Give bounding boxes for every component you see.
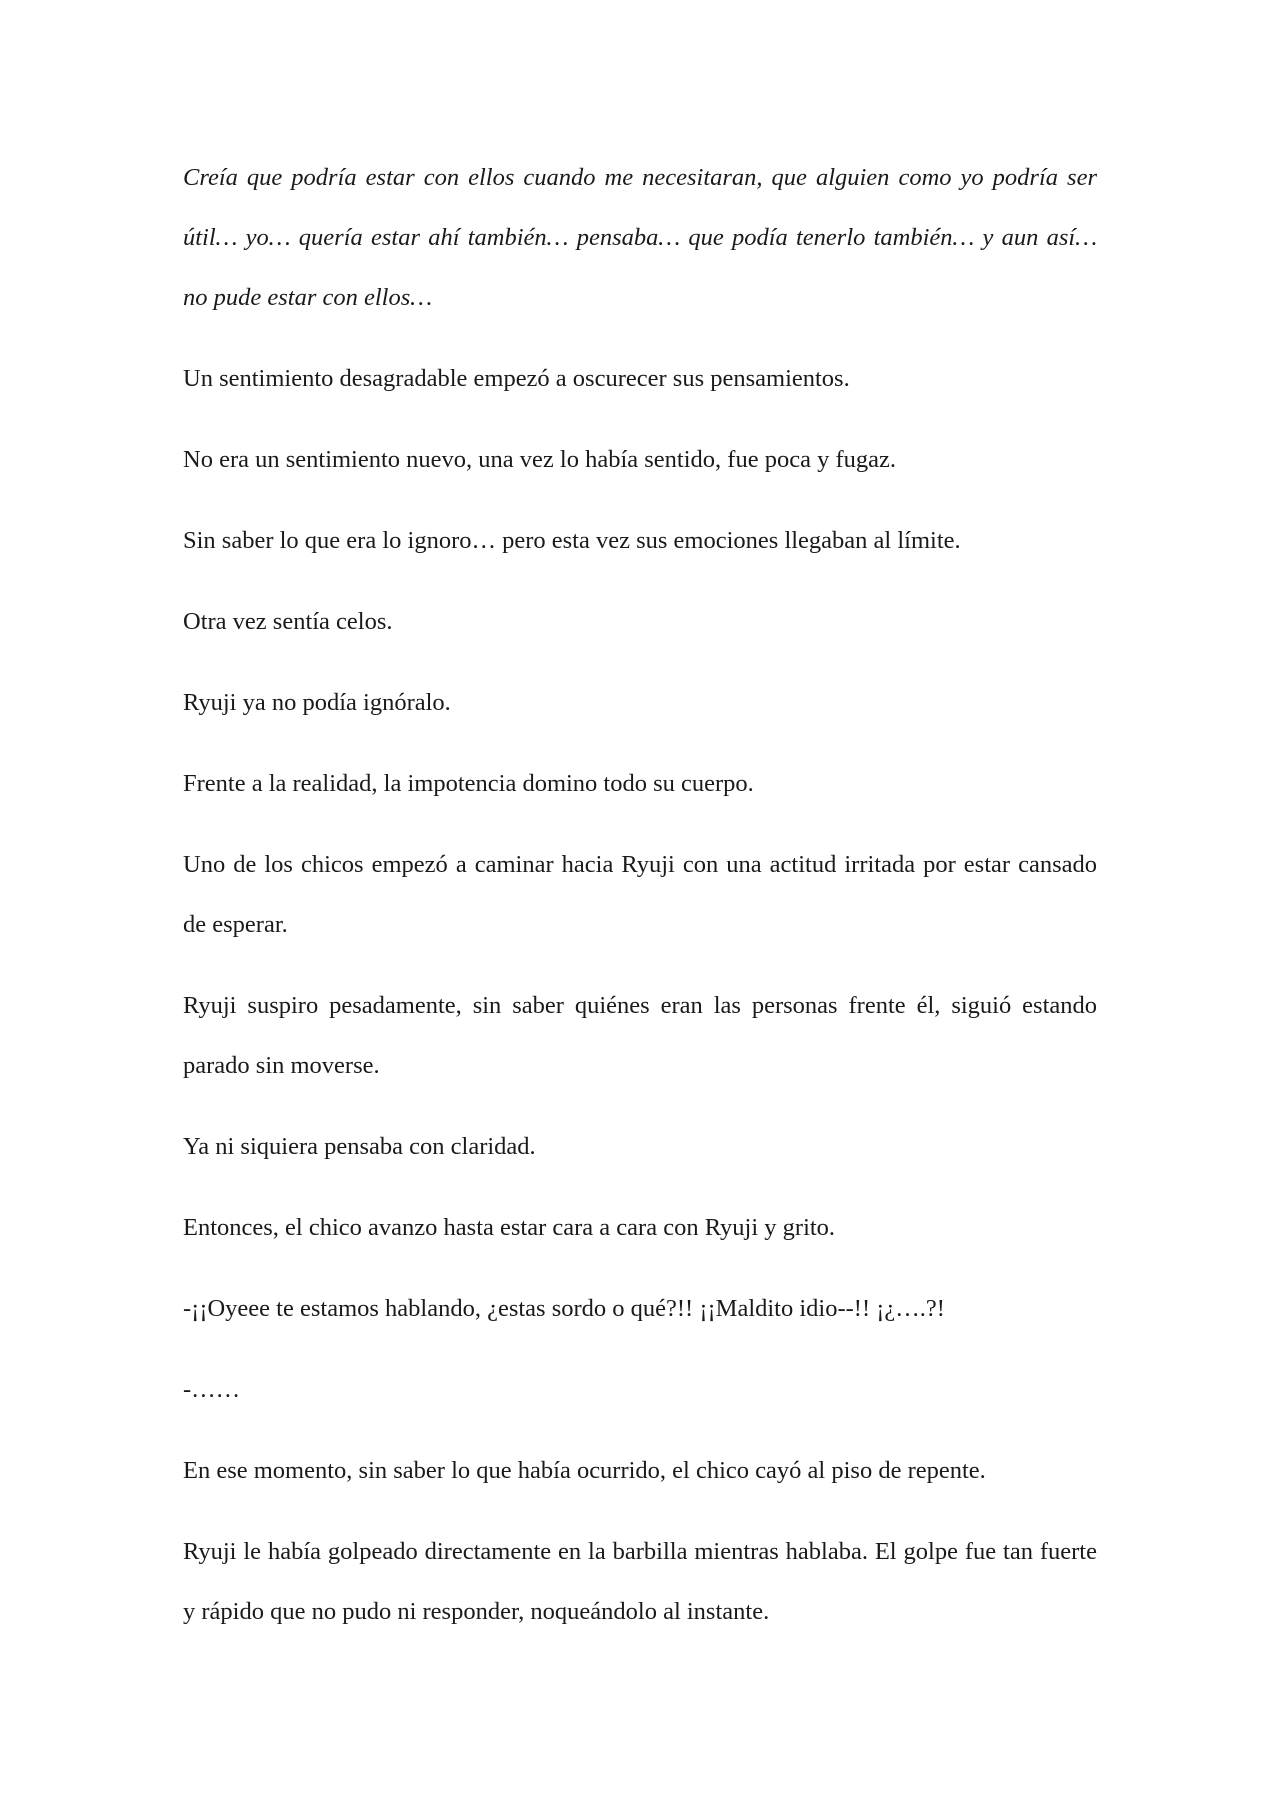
paragraph: Ryuji ya no podía ignóralo. <box>183 689 451 716</box>
paragraph: Ryuji le había golpeado directamente en la barbilla mientras hablaba. El golpe fue tan fuerte y rápido que no pudo ni responder, noqueándolo al instante. <box>183 1538 1097 1625</box>
paragraph: Uno de los chicos empezó a caminar hacia Ryuji con una actitud irritada por estar cansado de esperar. <box>183 851 1097 938</box>
paragraph: Sin saber lo que era lo ignoro… pero esta vez sus emociones llegaban al límite. <box>183 527 961 554</box>
paragraph: No era un sentimiento nuevo, una vez lo había sentido, fue poca y fugaz. <box>183 446 896 473</box>
paragraph-inner-thought: Creía que podría estar con ellos cuando me necesitaran, que alguien como yo podría ser útil… yo… quería estar ahí también… pensaba… que podía tenerlo también… y aun así… no pude estar con ellos… <box>183 164 1097 311</box>
paragraph: Entonces, el chico avanzo hasta estar cara a cara con Ryuji y grito. <box>183 1214 836 1241</box>
dialogue-line: -…… <box>183 1376 241 1403</box>
dialogue-line: -¡¡Oyeee te estamos hablando, ¿estas sordo o qué?!! ¡¡Maldito idio--!! ¡¿….?! <box>183 1295 945 1322</box>
paragraph: En ese momento, sin saber lo que había ocurrido, el chico cayó al piso de repente. <box>183 1457 986 1484</box>
paragraph: Frente a la realidad, la impotencia domino todo su cuerpo. <box>183 770 754 797</box>
paragraph: Un sentimiento desagradable empezó a oscurecer sus pensamientos. <box>183 365 850 392</box>
paragraph: Ryuji suspiro pesadamente, sin saber quiénes eran las personas frente él, siguió estando parado sin moverse. <box>183 992 1097 1079</box>
text-column <box>183 148 1097 1663</box>
paragraph: Ya ni siquiera pensaba con claridad. <box>183 1133 536 1160</box>
paragraph: Otra vez sentía celos. <box>183 608 393 635</box>
